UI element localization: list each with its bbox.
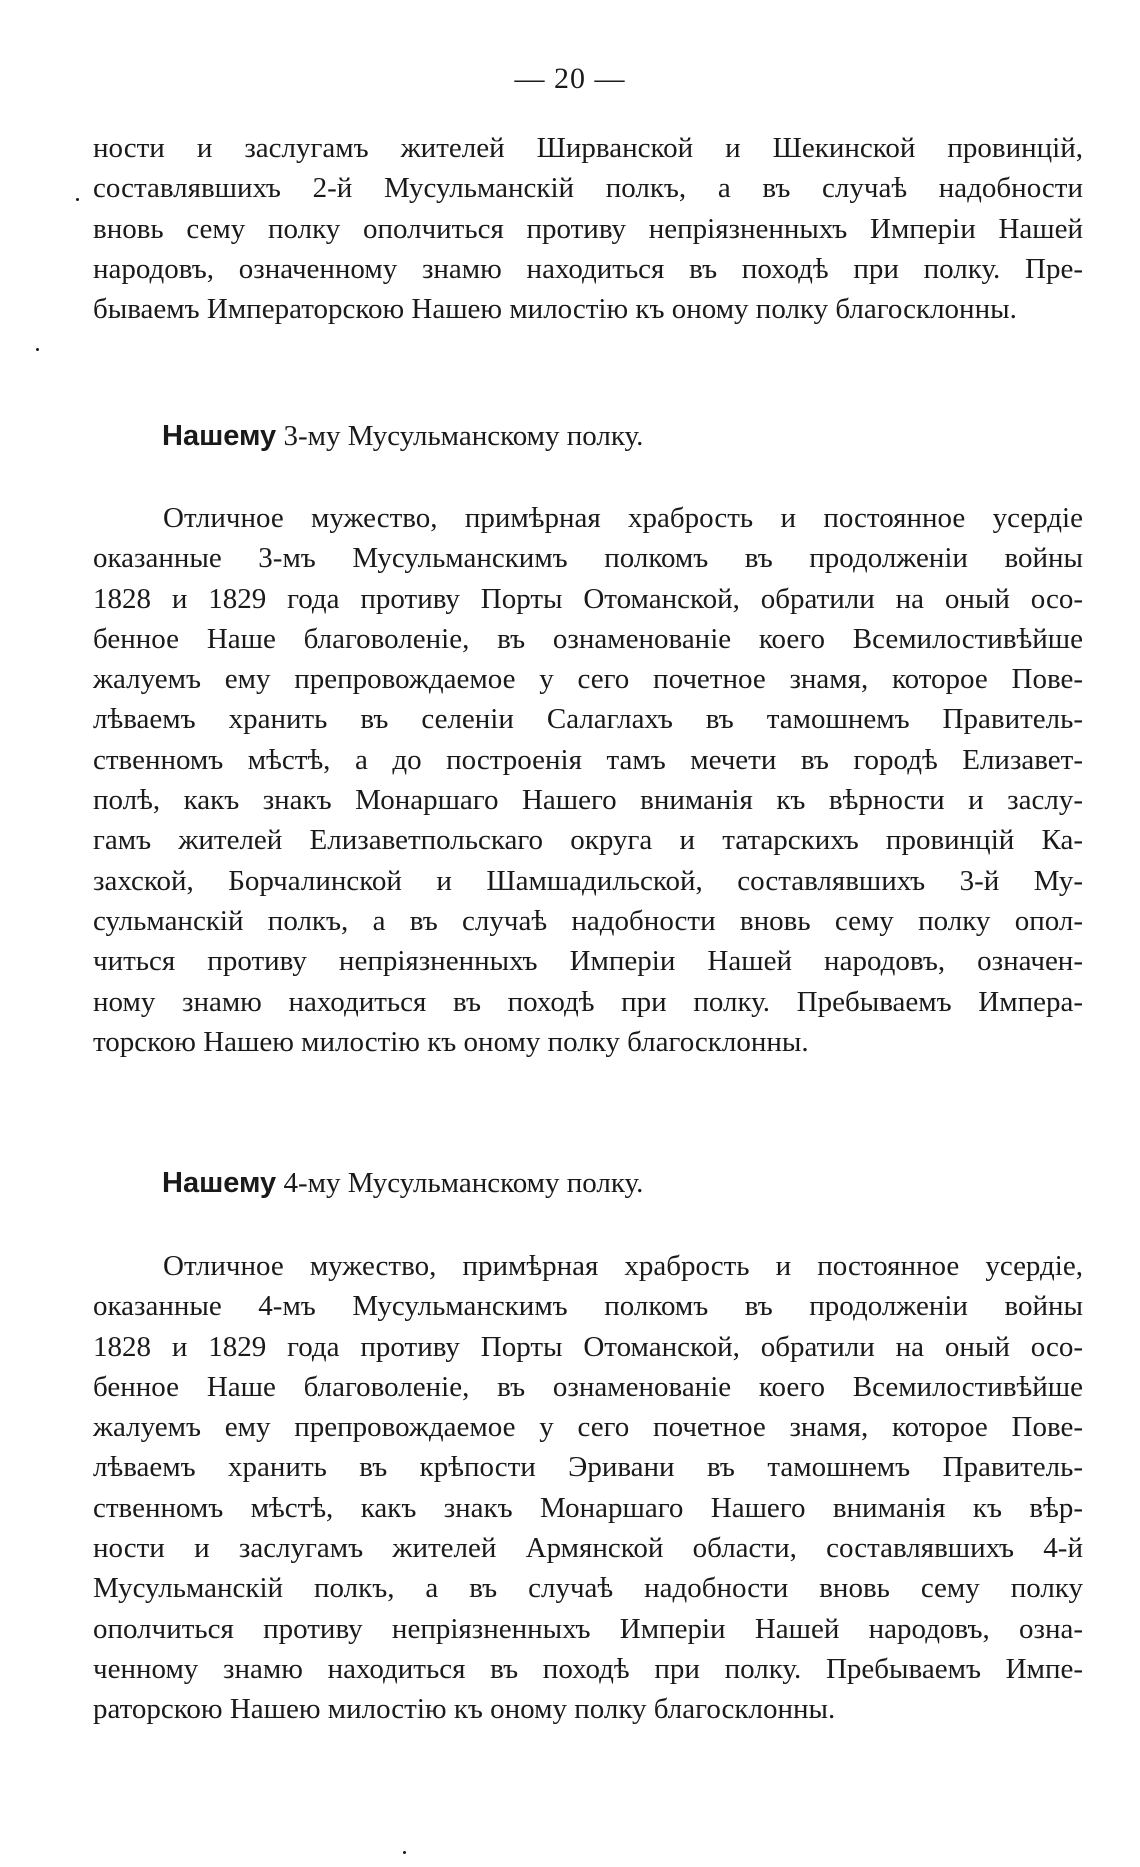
scan-speck [36,348,39,351]
text-line: полѣ, какъ знакъ Монаршаго Нашего вниманія къ вѣрности и заслу- [93,784,1083,817]
text-line: бываемъ Императорскою Нашею милостію къ оному полку благосклонны. [93,293,1017,326]
section-heading-3rd-regiment [162,416,643,456]
heading-text: 3-му Мусульманскому полку. [276,420,644,452]
text-line: раторскою Нашею милостію къ оному полку благосклонны. [93,1693,836,1726]
section-heading-4th-regiment [162,1163,643,1203]
text-line: вновь сему полку ополчиться противу непріязненныхъ Имперіи Нашей [93,212,1083,245]
text-line: лѣваемъ хранить въ крѣпости Эривани въ тамошнемъ Правитель- [93,1451,1083,1484]
text-line: оказанные 3-мъ Мусульманскимъ полкомъ въ продолженіи войны [93,542,1083,575]
text-line: ности и заслугамъ жителей Ширванской и Шекинской провинцій, [93,132,1083,164]
page-number: — 20 — [514,62,626,95]
text-line: торскою Нашею милостію къ оному полку благосклонны. [93,1025,809,1058]
scan-speck [403,1851,406,1854]
text-line: Отличное мужество, примѣрная храбрость и постоянное усердіе [163,502,1083,534]
text-line: бенное Наше благоволеніе, въ ознаменованіе коего Всемилостивѣйше [93,1370,1083,1403]
text-line: бенное Наше благоволеніе, въ ознаменованіе коего Всемилостивѣйше [93,622,1083,655]
text-line: 1828 и 1829 года противу Порты Отоманской, обратили на оный осо- [93,1330,1083,1363]
text-line: гамъ жителей Елизаветпольскаго округа и татарскихъ провинцій Ка- [93,824,1083,857]
text-line: лѣваемъ хранить въ селеніи Салаглахъ въ тамошнемъ Правитель- [93,703,1083,736]
text-line: ности и заслугамъ жителей Армянской области, составлявшихъ 4-й [93,1532,1083,1565]
text-line: жалуемъ ему препровождаемое у сего почетное знамя, которое Пове- [93,1411,1083,1444]
text-line: оказанные 4-мъ Мусульманскимъ полкомъ въ продолженіи войны [93,1290,1083,1323]
heading-bold-word: Нашему [162,1167,277,1199]
text-line: 1828 и 1829 года противу Порты Отоманской, обратили на оный осо- [93,582,1083,615]
text-line: ополчиться противу непріязненныхъ Имперіи Нашей народовъ, озна- [93,1612,1083,1645]
paragraph-3rd-regiment [93,498,1083,1062]
text-line: ственномъ мѣстѣ, какъ знакъ Монаршаго Нашего вниманія къ вѣр- [93,1491,1083,1524]
text-line: захской, Борчалинской и Шамшадильской, составлявшихъ 3-й Му- [93,864,1083,897]
text-line: народовъ, означенному знамю находиться въ походѣ при полку. Пре- [93,252,1083,285]
text-line: Отличное мужество, примѣрная храбрость и постоянное усердіе, [163,1250,1083,1282]
text-line: ственномъ мѣстѣ, а до построенія тамъ мечети въ городѣ Елизавет- [93,743,1083,776]
heading-bold-word: Нашему [162,420,277,452]
text-line: ному знамю находиться въ походѣ при полку. Пребываемъ Импера- [93,985,1083,1018]
text-line: ченному знамю находиться въ походѣ при полку. Пребываемъ Импе- [93,1652,1083,1685]
text-line: Мусульманскій полкъ, а въ случаѣ надобности вновь сему полку [93,1572,1083,1605]
text-line: сульманскій полкъ, а въ случаѣ надобности вновь сему полку опол- [93,904,1083,937]
text-line: составлявшихъ 2-й Мусульманскій полкъ, а въ случаѣ надобности [93,172,1083,205]
paragraph-continuation [93,128,1083,329]
heading-text: 4-му Мусульманскому полку. [276,1167,644,1199]
text-line: жалуемъ ему препровождаемое у сего почетное знамя, которое Пове- [93,663,1083,696]
scan-speck [76,198,79,201]
paragraph-4th-regiment [93,1246,1083,1730]
text-line: читься противу непріязненныхъ Имперіи Нашей народовъ, означен- [93,945,1083,978]
